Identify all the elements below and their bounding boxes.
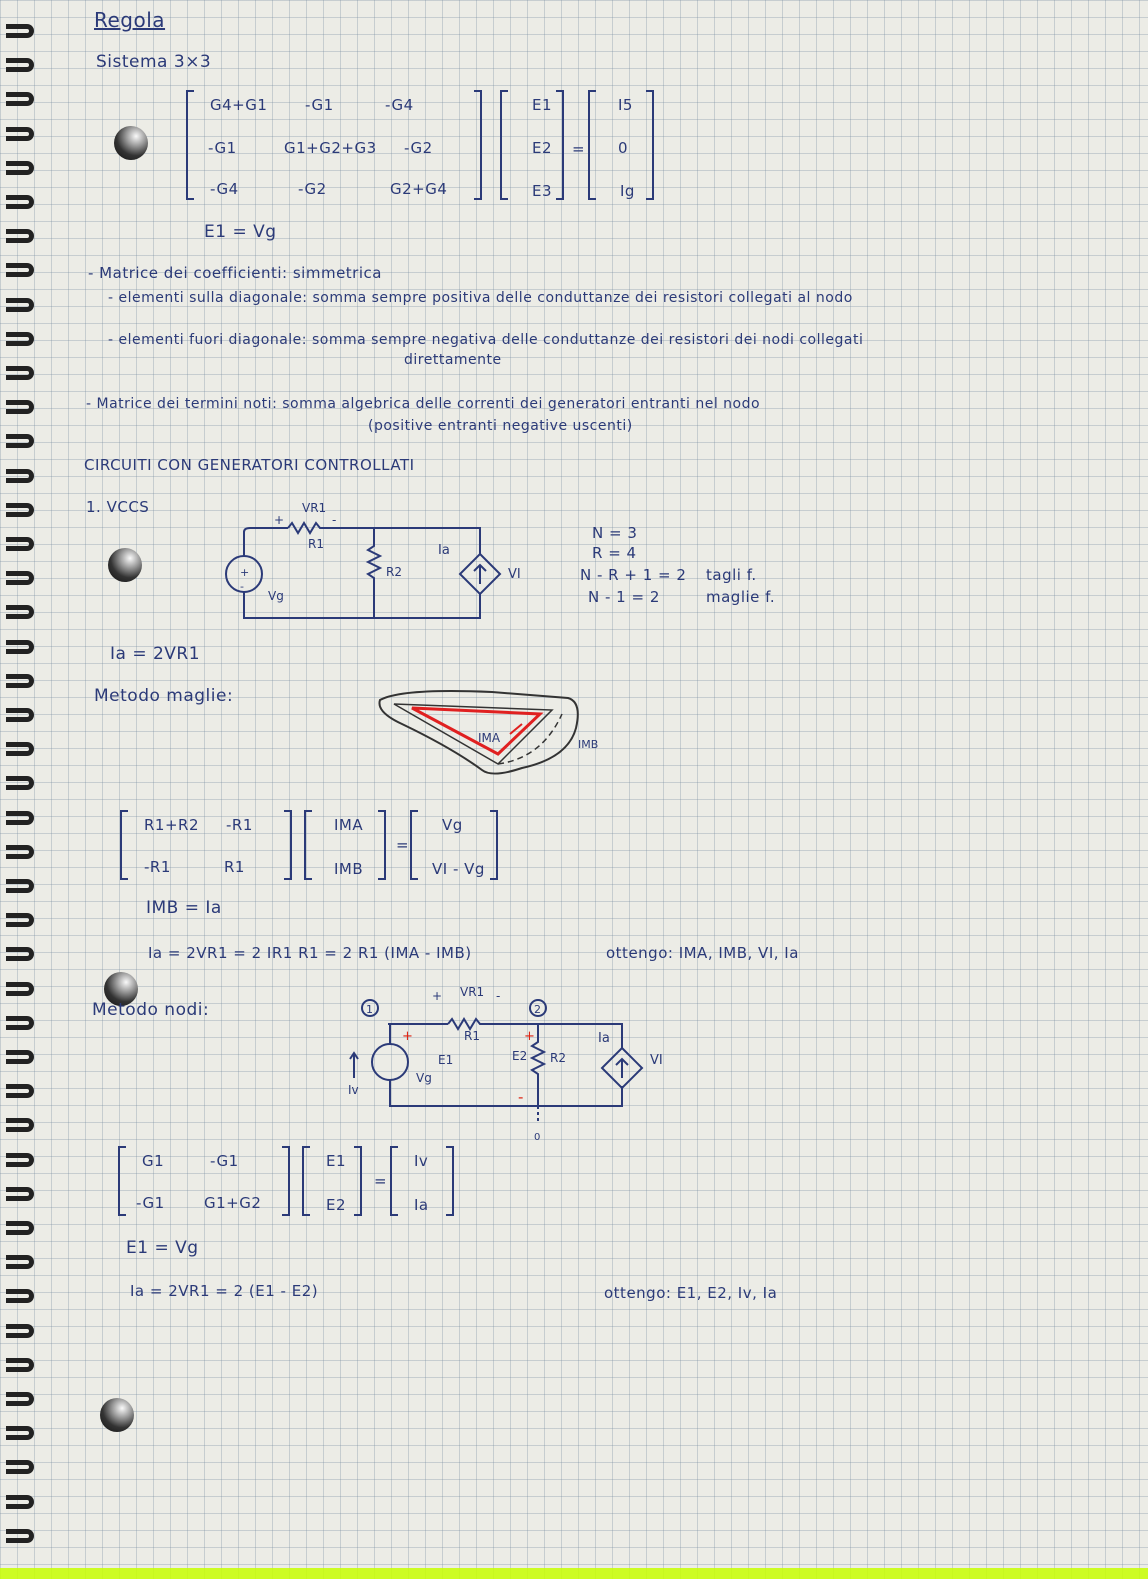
vector-cell: Ig	[620, 182, 635, 200]
note-known-terms: - Matrice dei termini noti: somma algebrica delle correnti dei generatori entranti nel nodo	[86, 396, 761, 412]
spiral-hook	[6, 605, 34, 619]
label-ima: IMA	[478, 731, 501, 745]
count-cuts: N - R + 1 = 2	[580, 566, 687, 584]
label-imb: IMB	[578, 738, 599, 751]
label-node2-minus: -	[518, 1088, 524, 1106]
node-2-label: 2	[534, 1003, 541, 1016]
matrix-cell: -G1	[210, 1152, 239, 1170]
item-vccs: 1. VCCS	[86, 498, 150, 516]
label-vg: Vg	[416, 1071, 432, 1085]
punch-hole	[100, 1398, 134, 1432]
spiral-hook	[6, 1392, 34, 1406]
matrix-cell: R1+R2	[144, 816, 199, 834]
label-plus: +	[274, 513, 285, 527]
page-title: Regola	[94, 8, 166, 32]
vector-cell: I5	[618, 96, 633, 114]
node-1-label: 1	[366, 1003, 373, 1016]
matrix-cell: -G1	[305, 96, 334, 114]
spiral-hook	[6, 1016, 34, 1030]
punch-hole	[108, 548, 142, 582]
label-minus: -	[496, 989, 501, 1003]
spiral-hook	[6, 229, 34, 243]
label-r2: R2	[550, 1051, 566, 1065]
vector-cell: VI - Vg	[432, 860, 485, 878]
spiral-hook	[6, 811, 34, 825]
label-r2: R2	[386, 565, 402, 579]
spiral-hook	[6, 263, 34, 277]
spiral-hook	[6, 92, 34, 106]
section-system: Sistema 3×3	[96, 52, 212, 72]
spiral-hook	[6, 742, 34, 756]
equation-ia-nodes: Ia = 2VR1 = 2 (E1 - E2)	[130, 1282, 319, 1300]
label-ia: Ia	[598, 1031, 610, 1046]
matrix1-e-bracket-left	[500, 90, 508, 200]
spiral-binding	[0, 0, 46, 1579]
spiral-hook	[6, 1358, 34, 1372]
spiral-hook	[6, 879, 34, 893]
label-e2: E2	[512, 1049, 528, 1063]
matrix-cell: G2+G4	[390, 180, 448, 198]
spiral-hook	[6, 913, 34, 927]
matrix2-i-bracket-right	[378, 810, 386, 880]
matrix-cell: R1	[224, 858, 245, 876]
equation-e1-vg-2: E1 = Vg	[126, 1238, 199, 1258]
matrix1-bracket-right	[474, 90, 482, 200]
matrix1-bracket-left	[186, 90, 194, 200]
matrix3-bracket-left	[118, 1146, 126, 1216]
equals-sign: =	[572, 140, 586, 158]
label-iv: Iv	[348, 1083, 359, 1097]
method-nodes: Metodo nodi:	[92, 1000, 210, 1020]
matrix3-rhs-bracket-left	[390, 1146, 398, 1216]
count-nodes: N = 3	[592, 524, 638, 542]
equation-imb: IMB = Ia	[146, 898, 222, 918]
spiral-hook	[6, 366, 34, 380]
vector-cell: E3	[532, 182, 553, 200]
matrix-cell: -R1	[226, 816, 253, 834]
matrix1-rhs-bracket-left	[588, 90, 596, 200]
label-ground: 0	[534, 1132, 541, 1143]
equals-sign: =	[374, 1172, 388, 1190]
spiral-hook	[6, 1529, 34, 1543]
label-vi: VI	[508, 567, 521, 582]
count-branches: R = 4	[592, 544, 637, 562]
spiral-hook	[6, 947, 34, 961]
label-ia: Ia	[438, 543, 450, 558]
matrix-cell: G1+G2	[204, 1194, 262, 1212]
matrix3-bracket-right	[282, 1146, 290, 1216]
matrix-cell: -G1	[208, 139, 237, 157]
section-controlled-generators: CIRCUITI CON GENERATORI CONTROLLATI	[84, 456, 415, 474]
vector-cell: Vg	[442, 816, 463, 834]
spiral-hook	[6, 161, 34, 175]
label-vi: VI	[650, 1053, 663, 1068]
vector-cell: E2	[532, 139, 553, 157]
vector-cell: 0	[618, 139, 629, 157]
matrix1-rhs-bracket-right	[646, 90, 654, 200]
matrix-cell: -G2	[404, 139, 433, 157]
note-coeff-matrix: - Matrice dei coefficienti: simmetrica	[88, 264, 382, 282]
obtain-mesh: ottengo: IMA, IMB, VI, Ia	[606, 944, 799, 962]
label-r1: R1	[308, 537, 324, 551]
label-fundamental-meshes: maglie f.	[706, 588, 776, 606]
vector-cell: E2	[326, 1196, 347, 1214]
spiral-hook	[6, 298, 34, 312]
note-off-diagonal-cont: direttamente	[404, 352, 502, 368]
vector-cell: Ia	[414, 1196, 429, 1214]
equals-sign: =	[396, 836, 410, 854]
spiral-hook	[6, 640, 34, 654]
spiral-hook	[6, 503, 34, 517]
spiral-hook	[6, 469, 34, 483]
spiral-hook	[6, 332, 34, 346]
note-known-terms-sign: (positive entranti negative uscenti)	[368, 418, 633, 434]
label-node1-plus: +	[402, 1029, 413, 1044]
matrix2-rhs-bracket-right	[490, 810, 498, 880]
spiral-hook	[6, 195, 34, 209]
equation-ia-mesh: Ia = 2VR1 = 2 IR1 R1 = 2 R1 (IMA - IMB)	[148, 944, 472, 962]
matrix-cell: -G1	[136, 1194, 165, 1212]
matrix-cell: -G2	[298, 180, 327, 198]
spiral-hook	[6, 708, 34, 722]
label-fundamental-cuts: tagli f.	[706, 566, 757, 584]
spiral-hook	[6, 1495, 34, 1509]
label-vg: Vg	[268, 589, 284, 603]
vector-cell: E1	[326, 1152, 347, 1170]
label-e1: E1	[438, 1053, 454, 1067]
spiral-hook	[6, 24, 34, 38]
label-r1: R1	[464, 1029, 480, 1043]
spiral-hook	[6, 537, 34, 551]
punch-hole	[114, 126, 148, 160]
spiral-hook	[6, 1050, 34, 1064]
spiral-hook	[6, 1153, 34, 1167]
label-src-plus: +	[240, 566, 250, 579]
spiral-hook	[6, 982, 34, 996]
page-edge-highlight	[0, 1568, 1148, 1579]
matrix-cell: -R1	[144, 858, 171, 876]
matrix3-rhs-bracket-right	[446, 1146, 454, 1216]
matrix-cell: G1+G2+G3	[284, 139, 377, 157]
spiral-hook	[6, 845, 34, 859]
count-meshes: N - 1 = 2	[588, 588, 660, 606]
label-vr1: VR1	[302, 501, 327, 515]
spiral-hook	[6, 1118, 34, 1132]
circuit-nodes	[336, 984, 676, 1146]
spiral-hook	[6, 58, 34, 72]
note-off-diagonal: - elementi fuori diagonale: somma sempre negativa delle conduttanze dei resistori dei nodi collegati	[108, 332, 864, 348]
label-vr1: VR1	[460, 985, 485, 999]
matrix1-e-bracket-right	[556, 90, 564, 200]
label-minus: -	[332, 513, 337, 527]
spiral-hook	[6, 1084, 34, 1098]
matrix-cell: G4+G1	[210, 96, 268, 114]
matrix2-bracket-right	[284, 810, 292, 880]
matrix-cell: -G4	[210, 180, 239, 198]
circuit-vccs	[210, 496, 550, 628]
obtain-nodes: ottengo: E1, E2, Iv, Ia	[604, 1284, 778, 1302]
spiral-hook	[6, 571, 34, 585]
spiral-hook	[6, 1221, 34, 1235]
matrix2-rhs-bracket-left	[410, 810, 418, 880]
matrix2-bracket-left	[120, 810, 128, 880]
label-node2-plus: +	[524, 1029, 535, 1044]
spiral-hook	[6, 434, 34, 448]
vector-cell: IMB	[334, 860, 364, 878]
spiral-hook	[6, 1255, 34, 1269]
matrix-cell: G1	[142, 1152, 165, 1170]
equation-ia: Ia = 2VR1	[110, 644, 201, 664]
label-src-minus: -	[240, 580, 244, 593]
spiral-hook	[6, 1426, 34, 1440]
spiral-hook	[6, 1289, 34, 1303]
label-plus: +	[432, 989, 443, 1003]
method-mesh: Metodo maglie:	[94, 686, 234, 706]
spiral-hook	[6, 127, 34, 141]
matrix-cell: -G4	[385, 96, 414, 114]
matrix2-i-bracket-left	[304, 810, 312, 880]
spiral-hook	[6, 1324, 34, 1338]
matrix3-e-bracket-left	[302, 1146, 310, 1216]
spiral-hook	[6, 1187, 34, 1201]
vector-cell: Iv	[414, 1152, 429, 1170]
mesh-diagram	[372, 688, 622, 788]
note-diagonal: - elementi sulla diagonale: somma sempre positiva delle conduttanze dei resistori collegati al nodo	[108, 290, 853, 306]
spiral-hook	[6, 674, 34, 688]
matrix3-e-bracket-right	[354, 1146, 362, 1216]
spiral-hook	[6, 776, 34, 790]
equation-e1-vg: E1 = Vg	[204, 222, 277, 242]
spiral-hook	[6, 1460, 34, 1474]
spiral-hook	[6, 400, 34, 414]
vector-cell: IMA	[334, 816, 364, 834]
vector-cell: E1	[532, 96, 553, 114]
